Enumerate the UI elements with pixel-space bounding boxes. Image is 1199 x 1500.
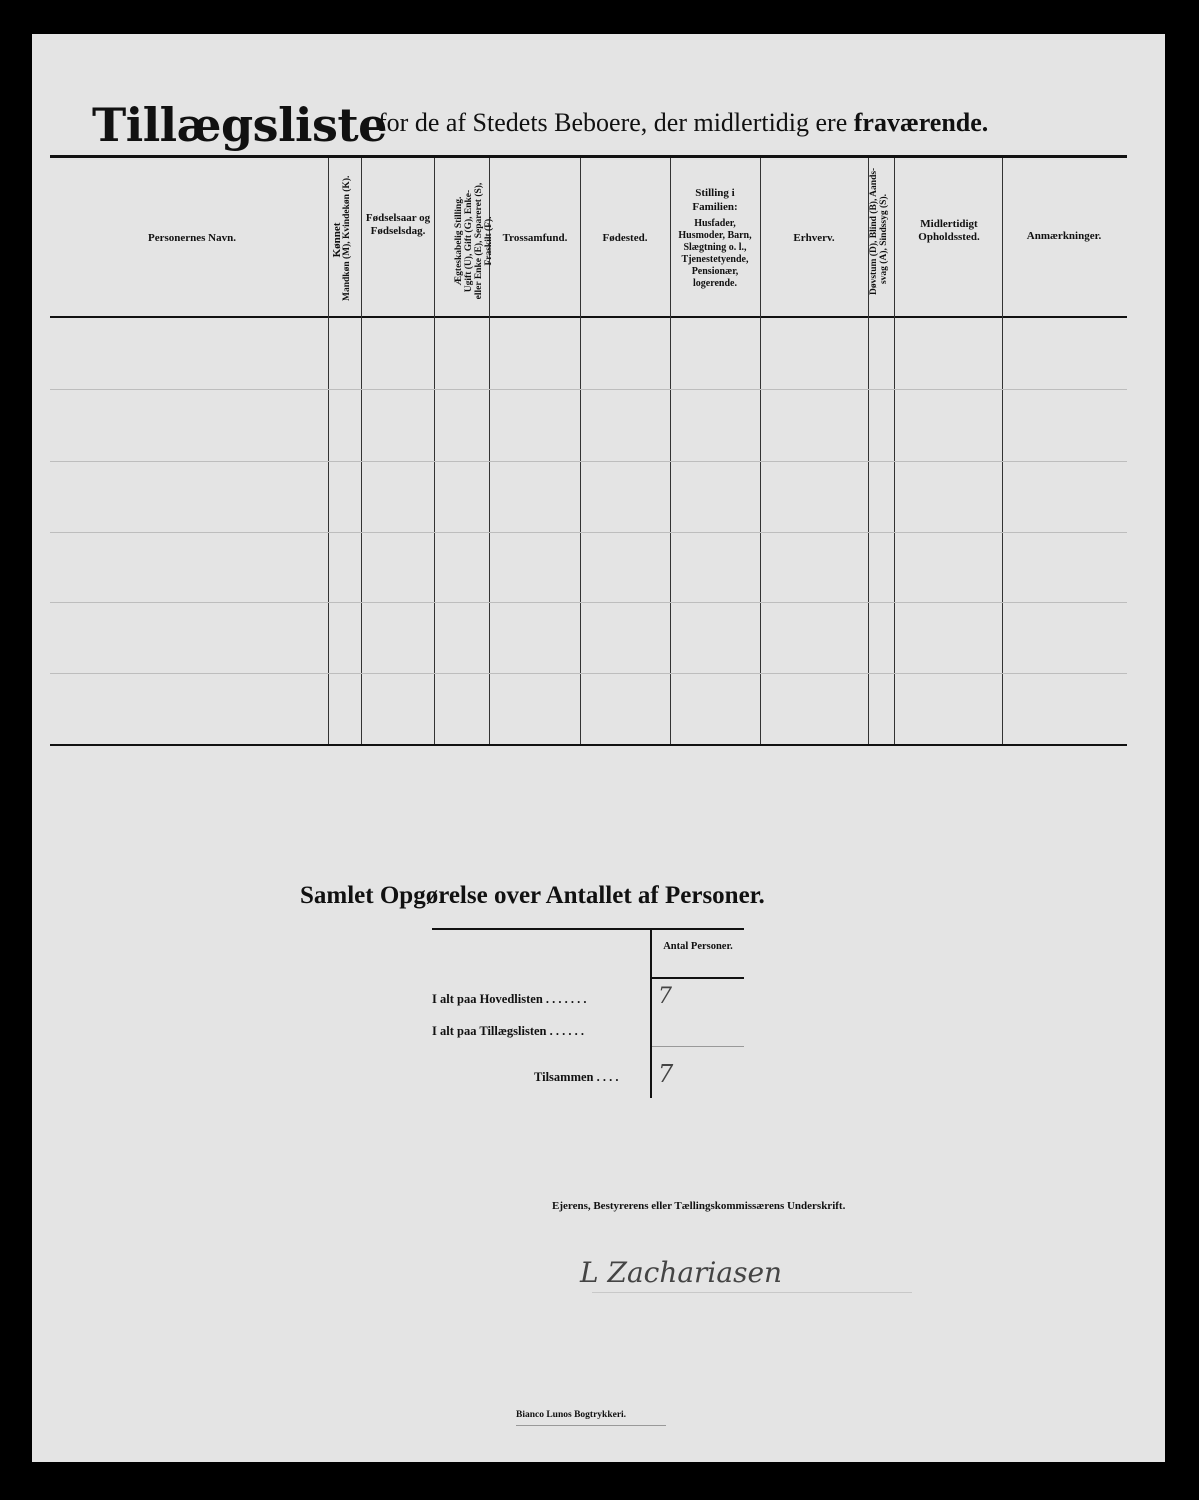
- table-row-line: [50, 532, 1127, 533]
- form-subtitle: for de af Stedets Beboere, der midlertidig ere fraværende.: [378, 108, 989, 137]
- summary-top-rule: [432, 928, 744, 930]
- col-divider: [361, 158, 362, 744]
- col-divider: [894, 158, 895, 744]
- census-form-sheet: [32, 34, 1165, 1462]
- summary-total-label: Tilsammen . . . .: [534, 1070, 619, 1084]
- col-header-family: Stilling i Familien: Husfader, Husmoder, Barn, Slægtning o. l., Tjenestetyende, Pensionær, logerende.: [678, 187, 752, 289]
- col-header-sex: Kønnet Mandkøn (M), Kvindekøn (K).: [331, 175, 352, 301]
- summary-row-label: I alt paa Tillægslisten . . . . . .: [432, 1024, 584, 1038]
- summary-row-label: I alt paa Hovedlisten . . . . . . .: [432, 992, 587, 1006]
- col-header-birth: Fødselsaar og Fødselsdag.: [365, 212, 431, 237]
- col-header-name: Personernes Navn.: [148, 232, 236, 244]
- col-divider: [760, 158, 761, 744]
- signature-handwritten: L Zachariasen: [580, 1256, 783, 1289]
- col-divider: [670, 158, 671, 744]
- col-header-remarks: Anmærkninger.: [1026, 230, 1102, 242]
- col-header-disability: Døvstum (D), Blind (B), Aands- svag (A), Sindssyg (S).: [869, 167, 889, 295]
- col-divider: [1002, 158, 1003, 744]
- col-divider: [580, 158, 581, 744]
- col-header-marital: Ægteskabelig Stilling. Ugift (U), Gift (G), Enke- eller Enke (E), Separeret (S), Fraskilt (F).: [454, 182, 494, 300]
- summary-total-value: 7: [658, 1060, 674, 1088]
- summary-col-divider: [650, 930, 652, 1098]
- table-row-line: [50, 602, 1127, 603]
- summary-header-rule: [652, 977, 744, 979]
- form-title: Tillægsliste: [92, 98, 387, 152]
- printer-imprint: Bianco Lunos Bogtrykkeri.: [516, 1410, 627, 1420]
- signature-caption: Ejerens, Bestyrerens eller Tællingskommissærens Underskrift.: [552, 1200, 846, 1212]
- table-row-line: [50, 461, 1127, 462]
- summary-col-header: Antal Personer.: [663, 941, 733, 952]
- signature-line: [592, 1292, 912, 1293]
- summary-row-value: 7: [658, 984, 672, 1009]
- summary-title: Samlet Opgørelse over Antallet af Personer.: [300, 882, 765, 909]
- col-header-birthplace: Fødested.: [602, 232, 648, 244]
- table-header-rule: [50, 316, 1127, 318]
- table-bottom-rule: [50, 744, 1127, 746]
- table-top-rule: [50, 155, 1127, 158]
- printer-underline: [516, 1425, 666, 1426]
- col-header-occupation: Erhverv.: [793, 232, 835, 244]
- col-header-religion: Trossamfund.: [502, 232, 568, 244]
- table-row-line: [50, 673, 1127, 674]
- col-divider: [434, 158, 435, 744]
- summary-sum-rule: [652, 1046, 744, 1047]
- table-row-line: [50, 389, 1127, 390]
- col-divider: [328, 158, 329, 744]
- col-header-residence: Midlertidigt Opholdssted.: [918, 218, 980, 243]
